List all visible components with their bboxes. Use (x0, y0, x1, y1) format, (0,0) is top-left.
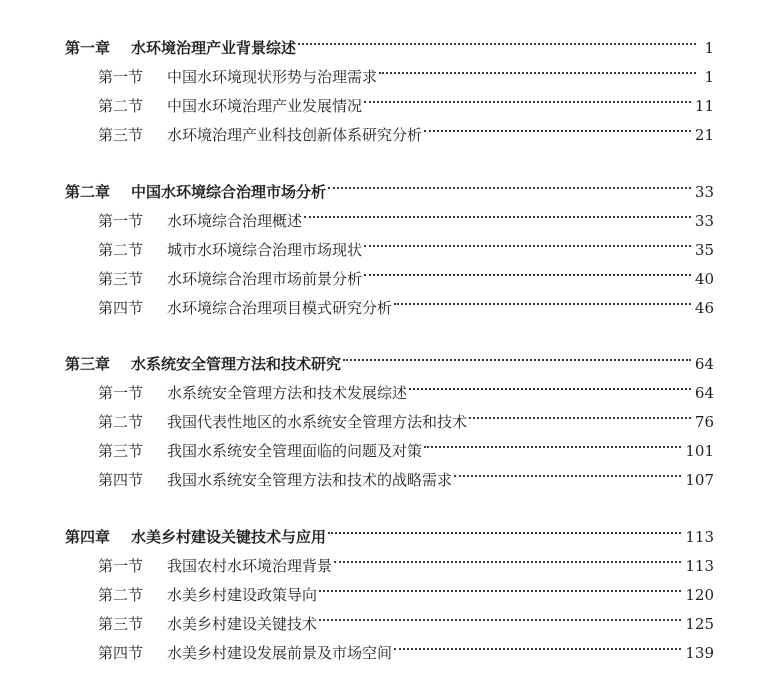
toc-chapter-2[interactable] (65, 173, 714, 201)
section-number: 第二节 (98, 413, 144, 431)
toc-section-3-1[interactable] (98, 374, 714, 402)
section-number: 第一节 (98, 68, 144, 86)
dot-leader (364, 260, 691, 284)
toc-section-3-2[interactable] (98, 403, 714, 431)
section-title: 我国农村水环境治理背景 (167, 557, 333, 575)
section-title: 水美乡村建设政策导向 (167, 586, 318, 604)
toc-section-3-3[interactable] (98, 432, 714, 460)
toc-chapter-3[interactable] (65, 345, 714, 373)
section-title: 水环境综合治理市场前景分析 (167, 270, 363, 288)
chapter-page-number: 113 (685, 528, 714, 546)
chapter-page-number: 33 (694, 183, 714, 201)
section-title: 中国水环境治理产业发展情况 (167, 97, 363, 115)
dot-leader (379, 58, 696, 82)
section-page-number: 11 (694, 97, 714, 115)
chapter-title: 水美乡村建设关键技术与应用 (131, 528, 327, 546)
toc-section-2-2[interactable] (98, 231, 714, 259)
section-title: 水环境综合治理概述 (167, 212, 303, 230)
section-page-number: 40 (694, 270, 714, 288)
section-number: 第三节 (98, 442, 144, 460)
toc-chapter-4[interactable] (65, 518, 714, 546)
dot-leader (304, 202, 691, 226)
section-number: 第一节 (98, 212, 144, 230)
section-title: 城市水环境综合治理市场现状 (167, 241, 363, 259)
chapter-page-number: 64 (694, 355, 714, 373)
section-number: 第四节 (98, 644, 144, 662)
section-page-number: 139 (685, 644, 714, 662)
section-title: 水系统安全管理方法和技术发展综述 (167, 384, 408, 402)
section-page-number: 113 (685, 557, 714, 575)
dot-leader (394, 634, 681, 658)
toc-section-2-1[interactable] (98, 202, 714, 230)
section-title: 水环境治理产业科技创新体系研究分析 (167, 126, 423, 144)
toc-section-4-1[interactable] (98, 547, 714, 575)
toc-section-1-2[interactable] (98, 87, 714, 115)
section-page-number: 125 (685, 615, 714, 633)
dot-leader (328, 518, 681, 542)
section-title: 我国水系统安全管理方法和技术的战略需求 (167, 471, 453, 489)
toc-section-4-2[interactable] (98, 576, 714, 604)
section-page-number: 33 (694, 212, 714, 230)
toc-section-2-4[interactable] (98, 289, 714, 317)
chapter-title: 水系统安全管理方法和技术研究 (131, 355, 342, 373)
section-number: 第四节 (98, 299, 144, 317)
dot-leader (319, 576, 681, 600)
dot-leader (424, 432, 681, 456)
dot-leader (334, 547, 681, 571)
chapter-number: 第四章 (65, 528, 111, 546)
dot-leader (298, 29, 696, 53)
chapter-title: 水环境治理产业背景综述 (131, 39, 297, 57)
dot-leader (469, 403, 691, 427)
dot-leader (319, 605, 681, 629)
section-title: 水美乡村建设发展前景及市场空间 (167, 644, 393, 662)
section-number: 第二节 (98, 97, 144, 115)
section-page-number: 46 (694, 299, 714, 317)
dot-leader (454, 461, 681, 485)
section-number: 第三节 (98, 615, 144, 633)
section-page-number: 107 (685, 471, 714, 489)
section-page-number: 35 (694, 241, 714, 259)
section-page-number: 1 (704, 68, 714, 86)
section-number: 第一节 (98, 557, 144, 575)
section-page-number: 101 (685, 442, 714, 460)
toc-section-4-4[interactable] (98, 634, 714, 662)
section-number: 第三节 (98, 270, 144, 288)
dot-leader (328, 173, 691, 197)
toc-chapter-1[interactable] (65, 29, 714, 57)
dot-leader (394, 289, 691, 313)
chapter-number: 第二章 (65, 183, 111, 201)
section-title: 我国代表性地区的水系统安全管理方法和技术 (167, 413, 468, 431)
section-number: 第一节 (98, 384, 144, 402)
toc-section-1-1[interactable] (98, 58, 714, 86)
section-page-number: 76 (694, 413, 714, 431)
section-number: 第三节 (98, 126, 144, 144)
toc-section-3-4[interactable] (98, 461, 714, 489)
section-title: 水美乡村建设关键技术 (167, 615, 318, 633)
section-number: 第二节 (98, 586, 144, 604)
chapter-page-number: 1 (704, 39, 714, 57)
toc-section-2-3[interactable] (98, 260, 714, 288)
dot-leader (364, 231, 691, 255)
section-number: 第四节 (98, 471, 144, 489)
dot-leader (424, 116, 691, 140)
section-title: 水环境综合治理项目模式研究分析 (167, 299, 393, 317)
section-page-number: 64 (694, 384, 714, 402)
section-page-number: 120 (685, 586, 714, 604)
section-number: 第二节 (98, 241, 144, 259)
chapter-number: 第三章 (65, 355, 111, 373)
section-title: 我国水系统安全管理面临的问题及对策 (167, 442, 423, 460)
toc-section-1-3[interactable] (98, 116, 714, 144)
section-page-number: 21 (694, 126, 714, 144)
dot-leader (409, 374, 691, 398)
section-title: 中国水环境现状形势与治理需求 (167, 68, 378, 86)
chapter-number: 第一章 (65, 39, 111, 57)
toc-section-4-3[interactable] (98, 605, 714, 633)
dot-leader (364, 87, 691, 111)
dot-leader (343, 345, 691, 369)
chapter-title: 中国水环境综合治理市场分析 (131, 183, 327, 201)
